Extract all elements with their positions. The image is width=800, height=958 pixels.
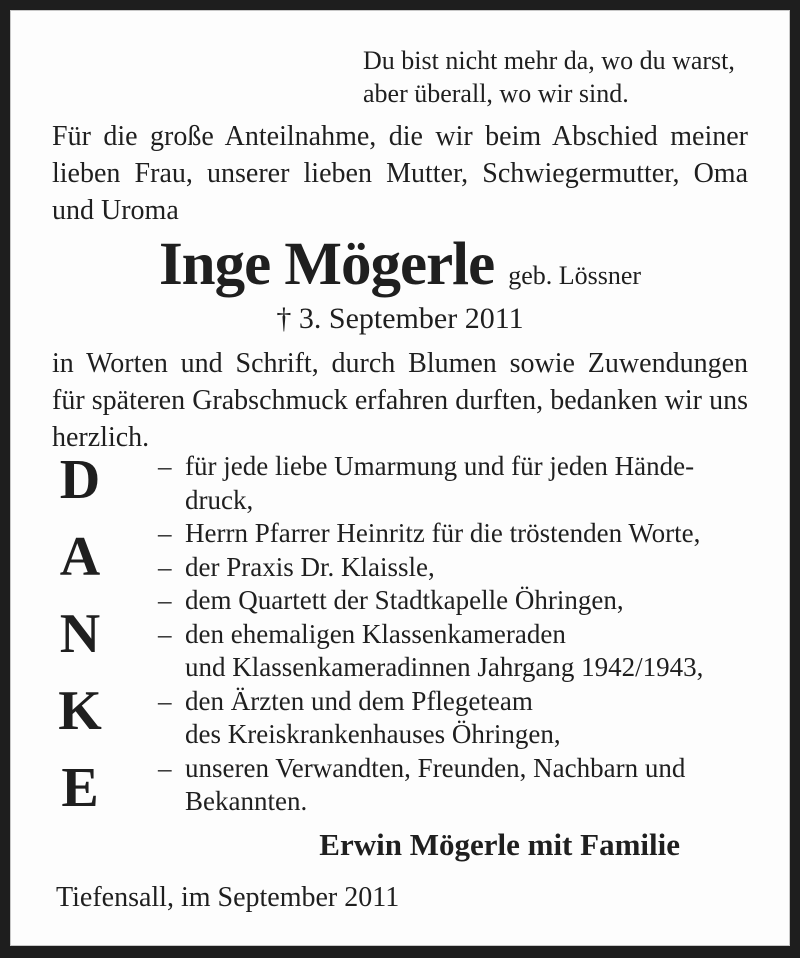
intro-line: Für die große Anteilnahme, die wir beim Abschied meiner xyxy=(52,121,748,152)
list-text: Herrn Pfarrer Heinritz für die tröstenden Worte, xyxy=(185,518,701,548)
thanks-list xyxy=(158,450,758,819)
list-text: den Ärzten und dem Pflegeteam xyxy=(185,685,533,716)
intro-paragraph xyxy=(52,118,748,229)
list-dash: – xyxy=(158,451,172,481)
list-item xyxy=(158,551,758,585)
thanks-paragraph-line: in Worten und Schrift, durch Blumen sowie Zuwendungen xyxy=(52,348,748,379)
list-item xyxy=(158,517,758,551)
list-dash: – xyxy=(158,518,172,548)
list-item xyxy=(158,718,758,752)
list-text: dem Quartett der Stadtkapelle Öhringen, xyxy=(185,585,624,615)
danke-letter: K xyxy=(58,680,102,742)
list-dash: – xyxy=(158,585,172,615)
list-item xyxy=(158,752,758,786)
list-text: des Kreiskrankenhauses Öhringen, xyxy=(185,719,561,749)
list-dash: – xyxy=(158,752,172,783)
danke-letter: A xyxy=(59,526,101,588)
list-item xyxy=(158,484,758,518)
intro-line: und Uroma xyxy=(52,195,179,226)
danke-letter: D xyxy=(59,449,101,511)
list-text: der Praxis Dr. Klaissle, xyxy=(185,551,435,582)
intro-line: lieben Frau, unserer lieben Mutter, Schwiegermutter, Oma xyxy=(52,158,748,189)
list-dash: – xyxy=(158,618,172,649)
danke-letter: N xyxy=(59,603,101,665)
danke-acrostic xyxy=(52,449,108,819)
maiden-name: geb. Lössner xyxy=(508,261,642,290)
list-item xyxy=(158,651,758,685)
list-text: druck, xyxy=(185,484,254,515)
epigraph-line: Du bist nicht mehr da, wo du warst, xyxy=(363,46,735,75)
list-text: unseren Verwandten, Freunden, Nachbarn und xyxy=(185,752,686,783)
list-dash: – xyxy=(158,685,172,716)
list-item xyxy=(158,584,758,618)
signature: Erwin Mögerle mit Familie xyxy=(319,827,680,862)
list-text: den ehemaligen Klassenkameraden xyxy=(185,618,566,649)
epigraph-line: aber überall, wo wir sind. xyxy=(363,79,629,108)
list-item xyxy=(158,618,758,652)
list-text: und Klassenkameradinnen Jahrgang 1942/1943, xyxy=(185,652,704,682)
list-item xyxy=(158,785,758,819)
danke-letter: E xyxy=(61,757,99,819)
list-item xyxy=(158,450,758,484)
list-text: für jede liebe Umarmung und für jeden Hände- xyxy=(185,451,695,481)
place-date: Tiefensall, im September 2011 xyxy=(56,882,400,913)
list-text: Bekannten. xyxy=(185,786,308,816)
epigraph xyxy=(363,44,735,110)
thanks-paragraph xyxy=(52,345,748,456)
list-item xyxy=(158,685,758,719)
thanks-paragraph-line: herzlich. xyxy=(52,422,150,453)
thanks-paragraph-line: für späteren Grabschmuck erfahren durften, bedanken wir uns xyxy=(52,385,748,416)
list-dash: – xyxy=(158,551,172,582)
death-date: † 3. September 2011 xyxy=(276,302,524,335)
deceased-name: Inge Mögerle xyxy=(158,231,495,298)
